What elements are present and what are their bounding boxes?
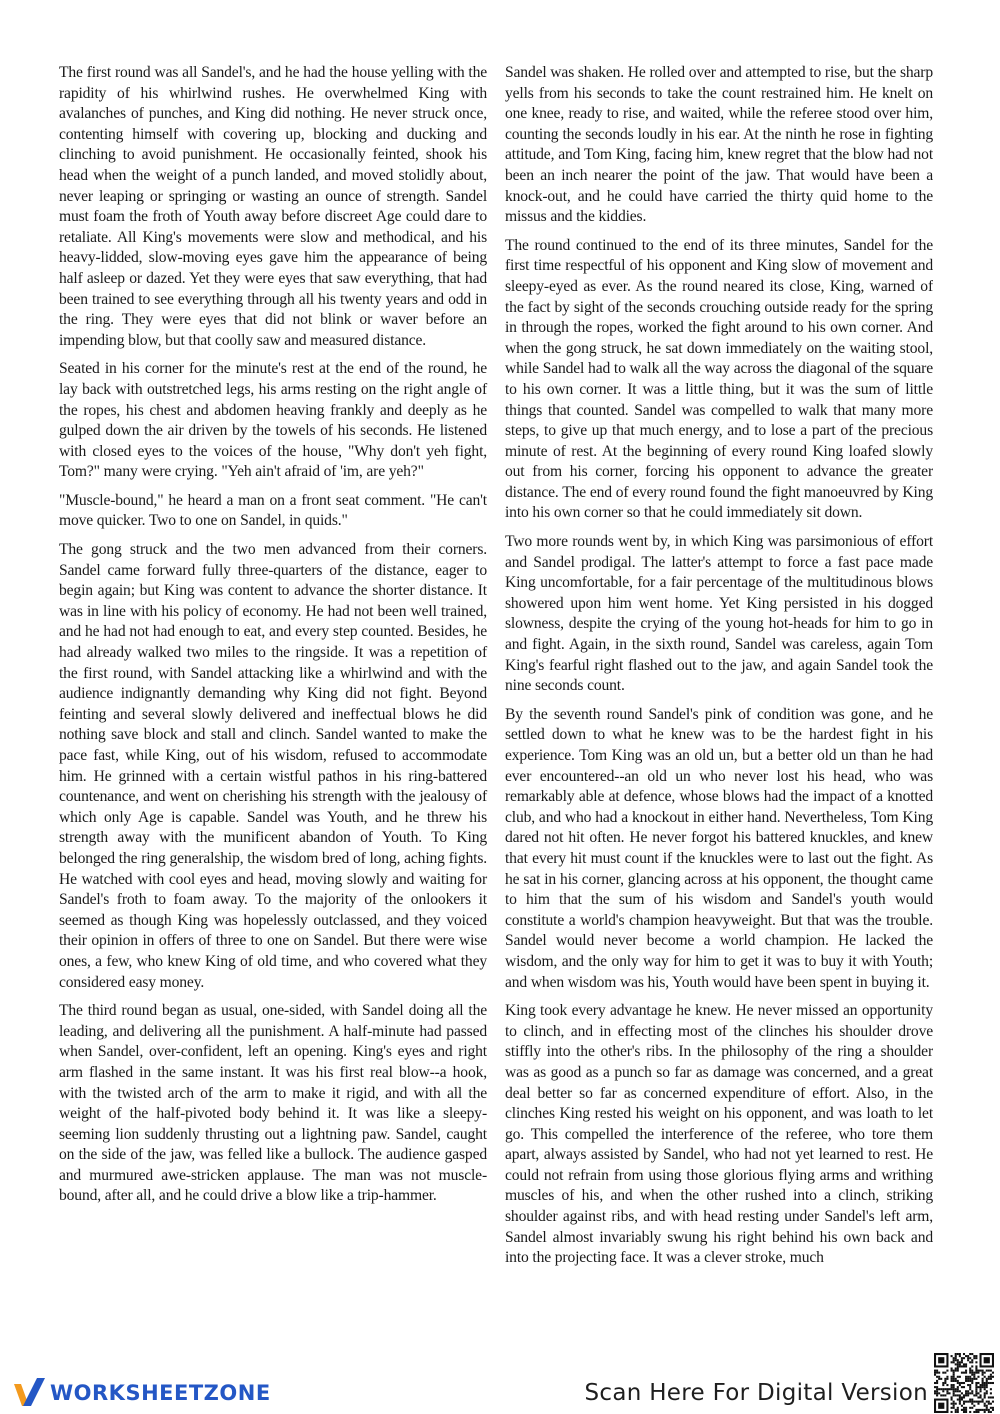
brand-name: WORKSHEETZONE <box>50 1381 271 1405</box>
right-column <box>505 63 933 1269</box>
paragraph: King took every advantage he knew. He never missed an opportunity to clinch, and in effecting most of the clinches his shoulder drove stiffly into the other's ribs. In the philosophy of the ring a shoulder was as good as a punch so far as damage was concerned, and a great deal better so far as concerned expenditure of effort. Also, in the clinches King rested his weight on his opponent, and was loath to let go. This compelled the interference of the referee, who tore them apart, always assisted by Sandel, who had not yet learned to rest. He could not refrain from using those glorious flying arms and writhing muscles of his, and when the other rushed into a clinch, striking shoulder against ribs, and with head resting under Sandel's left arm, Sandel almost invariably swung his right behind his own back and into the projecting face. It was a clever stroke, much <box>505 1002 933 1267</box>
worksheetzone-logo[interactable] <box>12 1376 271 1410</box>
paragraph: The round continued to the end of its three minutes, Sandel for the first time respectful of his opponent and King slow of movement and sleepy-eyed as ever. As the round neared its close, King, warned of the fact by sight of the seconds crouching outside ready for the spring in through the ropes, worked the fight around to his own corner. And when the gong struck, he sat down immediately on the waiting stool, while Sandel had to walk all the way across the diagonal of the square to his own corner. It was a little thing, but it was the sum of little things that counted. Sandel was compelled to walk that many more steps, to give up that much energy, and to lose a part of the precious minute of rest. At the beginning of every round King loafed slowly out from his corner, forcing his opponent to advance the greater distance. The end of every round found the fight manoeuvred by King into his own corner so that he could immediately sit down. <box>505 236 933 522</box>
paragraph: By the seventh round Sandel's pink of condition was gone, and he settled down to what he knew was to be the hardest fight in his experience. Tom King was an old un, but a better old un than he had ever encountered--an old un who never lost his head, who was remarkably able at defence, whose blows had the impact of a knotted club, and who had a knockout in either hand. Nevertheless, Tom King dared not hit often. He never forgot his battered knuckles, and knew that every hit must count if the knuckles were to last out the fight. As he sat in his corner, glancing across at his opponent, the thought came to him that the sum of his wisdom and Sandel's youth would constitute a world's champion heavyweight. But that was the trouble. Sandel would never become a world champion. He lacked the wisdom, and the only way for him to get it was to buy it with Youth; and when wisdom was his, Youth would have been spent in buying it. <box>505 705 933 991</box>
paragraph: "Muscle-bound," he heard a man on a front seat comment. "He can't move quicker. Two to one on Sandel, in quids." <box>59 491 487 530</box>
paragraph: Seated in his corner for the minute's rest at the end of the round, he lay back with outstretched legs, his arms resting on the right angle of the ropes, his chest and abdomen heaving frankly and deeply as he gulped down the air driven by the towels of his seconds. He listened with closed eyes to the voices of the house, "Why don't yeh fight, Tom?" many were crying. "Yeh ain't afraid of 'im, are yeh?" <box>59 360 487 481</box>
logo-check-icon <box>12 1376 48 1410</box>
paragraph: The gong struck and the two men advanced from their corners. Sandel came forward fully three-quarters of the distance, eager to begin again; but King was content to advance the shorter distance. It was in line with his policy of economy. He had not been well trained, and he had not had enough to eat, and every step counted. Besides, he had already walked two miles to the ringside. It was a repetition of the first round, with Sandel attacking like a whirlwind and with the audience indignantly demanding why King did not fight. Beyond feinting and several slowly delivered and ineffectual blows he did nothing save block and stall and clinch. Sandel wanted to make the pace fast, while King, out of his wisdom, refused to accommodate him. He grinned with a certain wistful pathos in his ring-battered countenance, and went on cherishing his strength with the jealousy of which only Age is capable. Sandel was Youth, and he threw his strength away with the munificent abandon of Youth. To King belonged the ring generalship, the wisdom bred of long, aching fights. He watched with cool eyes and head, moving slowly and waiting for Sandel's froth to foam away. To the majority of the onlookers it seemed as though King was hopelessly outclassed, and they voiced their opinion in offers of three to one on Sandel. But there were wise ones, a few, who knew King of old time, and who covered what they considered easy money. <box>59 541 487 991</box>
scan-here-label: Scan Here For Digital Version <box>584 1380 928 1406</box>
qr-code-icon[interactable] <box>934 1353 994 1413</box>
paragraph: Two more rounds went by, in which King was parsimonious of effort and Sandel prodigal. The latter's attempt to force a fast pace made King uncomfortable, for a fair percentage of the multitudinous blows showered upon him went home. Yet King persisted in his dogged slowness, despite the crying of the young hot-heads for him to go in and fight. Again, in the sixth round, Sandel was careless, again Tom King's fearful right flashed out to the jaw, and again Sandel took the nine seconds count. <box>505 533 933 695</box>
paragraph: The first round was all Sandel's, and he had the house yelling with the rapidity of his whirlwind rushes. He overwhelmed King with avalanches of punches, and King did nothing. He never struck once, contenting himself with covering up, blocking and ducking and clinching to avoid punishment. He occasionally feinted, shook his head when the weight of a punch landed, and moved stolidly about, never leaping or springing or wasting an ounce of strength. Sandel must foam the froth of Youth away before discreet Age could dare to retaliate. All King's movements were slow and methodical, and his heavy-lidded, slow-moving eyes gave him the appearance of being half asleep or dazed. Yet they were eyes that saw everything, that had been trained to see everything through all his twenty years and odd in the ring. They were eyes that did not blink or waver before an impending blow, but that coolly saw and measured distance. <box>59 64 487 349</box>
paragraph: Sandel was shaken. He rolled over and attempted to rise, but the sharp yells from his seconds to take the count restrained him. He knelt on one knee, ready to rise, and waited, while the referee stood over him, counting the seconds loudly in his ear. At the ninth he rose in fighting attitude, and Tom King, facing him, knew regret that the blow had not been an inch nearer the point of the jaw. That would have been a knock-out, and he could have carried the thirty quid home to the missus and the kiddies. <box>505 64 933 226</box>
right-column-frame <box>505 63 933 1346</box>
page-footer <box>0 1350 1000 1414</box>
left-column <box>59 63 487 1215</box>
paragraph: The third round began as usual, one-sided, with Sandel doing all the leading, and delivering all the punishment. A half-minute had passed when Sandel, over-confident, left an opening. King's eyes and right arm flashed in the same instant. It was his first real blow--a hook, with the twisted arch of the arm to make it rigid, and with all the weight of the half-pivoted body behind it. It was like a sleepy-seeming lion suddenly thrusting out a lightning paw. Sandel, caught on the side of the jaw, was felled like a bullock. The audience gasped and murmured awe-stricken applause. The man was not muscle-bound, after all, and he could drive a blow like a trip-hammer. <box>59 1002 487 1205</box>
